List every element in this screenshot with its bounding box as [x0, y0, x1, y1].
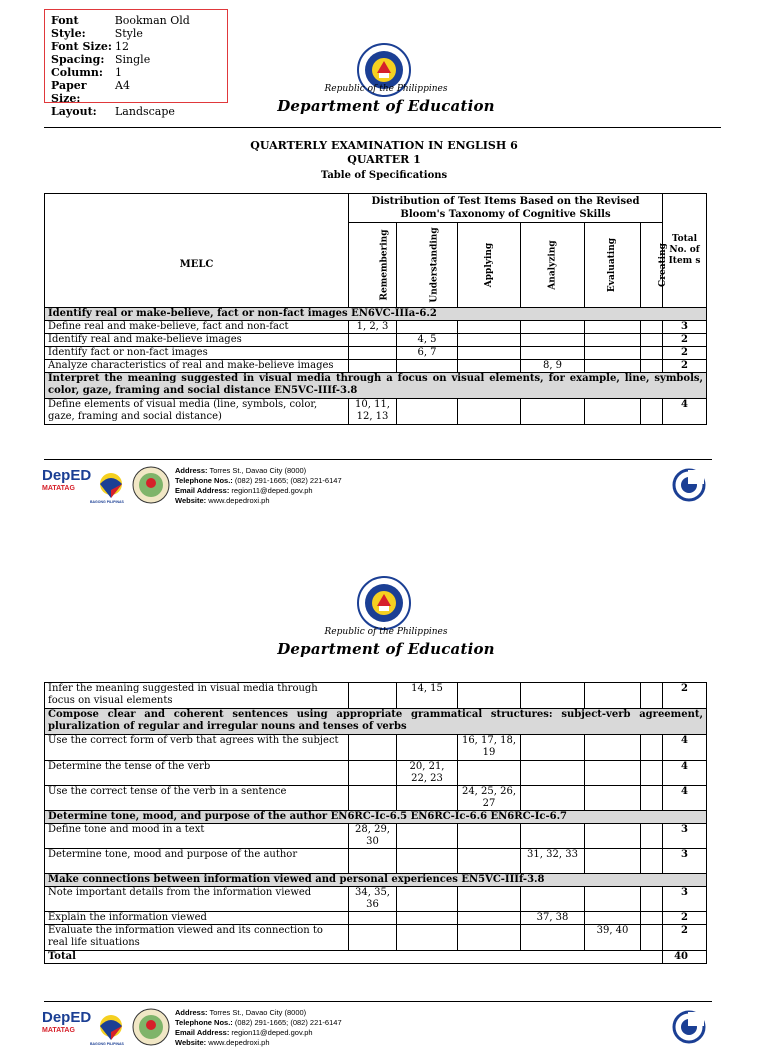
- item-numbers-cell: [397, 399, 458, 425]
- address-label: Address:: [175, 466, 208, 475]
- item-numbers-cell: [458, 925, 521, 951]
- melc-cell: Infer the meaning suggested in visual media through focus on visual elements: [45, 683, 349, 709]
- item-numbers-cell: 24, 25, 26, 27: [458, 786, 521, 811]
- contact-block: [175, 1008, 342, 1048]
- item-numbers-cell: [349, 334, 397, 347]
- tos-subtitle: Table of Specifications: [320, 170, 448, 181]
- item-numbers-cell: [349, 761, 397, 786]
- department-title: Department of Education: [277, 97, 495, 115]
- item-numbers-cell: 34, 35, 36: [349, 887, 397, 912]
- bagong-pilipinas-text: BAGONG PILIPINAS: [90, 500, 124, 504]
- competency-section-row: [45, 709, 707, 735]
- item-numbers-cell: [458, 912, 521, 925]
- level-label: Analyzing: [547, 240, 558, 290]
- footer-divider: [44, 1001, 712, 1002]
- item-numbers-cell: [458, 887, 521, 912]
- table-row: [45, 399, 707, 425]
- competency-heading: Interpret the meaning suggested in visual media through a focus on visual elements, for example, line, symbols, color, gaze, framing and social distance EN5VC-IIIf-3.8: [45, 373, 707, 399]
- item-numbers-cell: [349, 347, 397, 360]
- item-numbers-cell: [641, 321, 663, 334]
- item-numbers-cell: 31, 32, 33: [521, 849, 585, 874]
- item-numbers-cell: [397, 887, 458, 912]
- competency-heading: Identify real or make-believe, fact or non-fact images EN6VC-IIIa-6.2: [45, 308, 707, 321]
- item-total-cell: 3: [663, 849, 707, 874]
- table-row: [45, 334, 707, 347]
- item-numbers-cell: [585, 786, 641, 811]
- item-numbers-cell: [521, 334, 585, 347]
- spec-row: [51, 105, 221, 118]
- item-total-cell: 2: [663, 334, 707, 347]
- spec-row: [51, 79, 221, 105]
- table-row: [45, 925, 707, 951]
- specification-table-continued: [44, 682, 707, 964]
- level-header: [458, 223, 521, 308]
- header-divider: [44, 127, 721, 128]
- item-numbers-cell: [641, 912, 663, 925]
- blank-cell: [45, 194, 349, 223]
- melc-header: MELC: [45, 223, 349, 308]
- item-numbers-cell: [349, 786, 397, 811]
- item-numbers-cell: [458, 347, 521, 360]
- bagong-pilipinas-text: BAGONG PILIPINAS: [90, 1042, 124, 1046]
- item-numbers-cell: [641, 786, 663, 811]
- item-total-cell: 4: [663, 786, 707, 811]
- item-numbers-cell: 20, 21, 22, 23: [397, 761, 458, 786]
- quarter-title: QUARTER 1: [347, 153, 421, 166]
- table-row: [45, 683, 707, 709]
- level-label: Applying: [483, 242, 494, 288]
- item-numbers-cell: [397, 360, 458, 373]
- table-row: [45, 824, 707, 849]
- item-numbers-cell: [397, 824, 458, 849]
- item-numbers-cell: [521, 925, 585, 951]
- item-numbers-cell: [641, 887, 663, 912]
- item-numbers-cell: [397, 321, 458, 334]
- table-row: [45, 786, 707, 811]
- competency-section-row: [45, 373, 707, 399]
- item-numbers-cell: 28, 29, 30: [349, 824, 397, 849]
- spec-value: Bookman Old Style: [114, 14, 190, 40]
- website-value: www.depedroxi.ph: [208, 1038, 270, 1047]
- item-numbers-cell: [585, 347, 641, 360]
- format-spec-box: [44, 9, 228, 118]
- melc-cell: Use the correct form of verb that agrees with the subject: [45, 735, 349, 761]
- spec-key: Spacing:: [51, 53, 105, 66]
- table-row: [45, 360, 707, 373]
- item-total-cell: 2: [663, 683, 707, 709]
- item-numbers-cell: 1, 2, 3: [349, 321, 397, 334]
- telephone-value: (082) 291-1665; (082) 221-6147: [234, 1018, 342, 1027]
- competency-heading: Make connections between information viewed and personal experiences EN5VC-IIIf-3.8: [45, 874, 707, 887]
- item-numbers-cell: 14, 15: [397, 683, 458, 709]
- spec-key: Layout:: [51, 105, 97, 118]
- spec-row: [51, 14, 221, 40]
- spec-row: [51, 40, 221, 53]
- item-numbers-cell: [641, 824, 663, 849]
- item-numbers-cell: [585, 360, 641, 373]
- spec-key: Font Style:: [51, 14, 86, 40]
- item-numbers-cell: 10, 11, 12, 13: [349, 399, 397, 425]
- item-numbers-cell: 4, 5: [397, 334, 458, 347]
- item-total-cell: 4: [663, 761, 707, 786]
- level-header: [397, 223, 458, 308]
- table-row: [45, 912, 707, 925]
- table-row: [45, 761, 707, 786]
- regional-seal-icon: [132, 466, 170, 504]
- total-header: Total No. of Item s: [663, 194, 707, 308]
- deped-matatag-logo: [42, 1010, 92, 1035]
- melc-cell: Explain the information viewed: [45, 912, 349, 925]
- table-row: [45, 735, 707, 761]
- melc-cell: Evaluate the information viewed and its connection to real life situations: [45, 925, 349, 951]
- matatag-wordmark: MATATAG: [42, 485, 75, 492]
- level-header: [349, 223, 397, 308]
- item-numbers-cell: [458, 399, 521, 425]
- item-numbers-cell: [521, 824, 585, 849]
- melc-cell: Note important details from the information viewed: [45, 887, 349, 912]
- competency-section-row: [45, 874, 707, 887]
- item-numbers-cell: [458, 334, 521, 347]
- item-numbers-cell: [585, 849, 641, 874]
- item-numbers-cell: 39, 40: [585, 925, 641, 951]
- deped-matatag-logo: [42, 468, 92, 493]
- address-label: Address:: [175, 1008, 208, 1017]
- telephone-label: Telephone Nos.:: [175, 1018, 233, 1027]
- address-value: Torres St., Davao City (8000): [209, 1008, 307, 1017]
- item-numbers-cell: [521, 735, 585, 761]
- competency-heading: Determine tone, mood, and purpose of the author EN6RC-Ic-6.5 EN6RC-Ic-6.6 EN6RC-Ic-6.7: [45, 811, 707, 824]
- item-numbers-cell: [349, 912, 397, 925]
- item-total-cell: 3: [663, 887, 707, 912]
- level-header: [641, 223, 668, 308]
- item-numbers-cell: 37, 38: [521, 912, 585, 925]
- deped-wordmark: DepED: [42, 1009, 92, 1026]
- total-row: [45, 951, 707, 964]
- email-value: region11@deped.gov.ph: [231, 486, 313, 495]
- item-numbers-cell: [585, 824, 641, 849]
- item-numbers-cell: [585, 887, 641, 912]
- competency-section-row: [45, 308, 707, 321]
- level-label: Remembering: [379, 229, 390, 301]
- item-numbers-cell: [585, 735, 641, 761]
- matatag-wordmark: MATATAG: [42, 1027, 75, 1034]
- item-numbers-cell: [521, 321, 585, 334]
- regional-seal-icon: [132, 1008, 170, 1046]
- taxonomy-header: Distribution of Test Items Based on the Revised Bloom's Taxonomy of Cognitive Skills: [349, 194, 663, 223]
- item-total-cell: 2: [663, 347, 707, 360]
- item-numbers-cell: [585, 761, 641, 786]
- melc-cell: Define tone and mood in a text: [45, 824, 349, 849]
- email-value: region11@deped.gov.ph: [231, 1028, 313, 1037]
- iso-certification-icon: [672, 468, 706, 502]
- item-numbers-cell: [397, 925, 458, 951]
- item-numbers-cell: [641, 849, 663, 874]
- melc-cell: Define elements of visual media (line, symbols, color, gaze, framing and social distance): [45, 399, 349, 425]
- republic-text: Republic of the Philippines: [324, 627, 448, 637]
- telephone-label: Telephone Nos.:: [175, 476, 233, 485]
- item-numbers-cell: [458, 824, 521, 849]
- item-numbers-cell: [641, 761, 663, 786]
- footer: [0, 462, 768, 522]
- item-numbers-cell: [458, 849, 521, 874]
- spec-row: [51, 53, 221, 66]
- item-total-cell: 2: [663, 912, 707, 925]
- melc-cell: Analyze characteristics of real and make-believe images: [45, 360, 349, 373]
- grand-total: 40: [663, 951, 707, 964]
- exam-title: QUARTERLY EXAMINATION IN ENGLISH 6: [250, 139, 518, 152]
- item-numbers-cell: [349, 735, 397, 761]
- item-numbers-cell: 16, 17, 18, 19: [458, 735, 521, 761]
- level-label: Creating: [657, 243, 668, 287]
- item-numbers-cell: 6, 7: [397, 347, 458, 360]
- table-row: [45, 849, 707, 874]
- melc-cell: Determine tone, mood and purpose of the author: [45, 849, 349, 874]
- item-numbers-cell: [641, 334, 663, 347]
- item-total-cell: 4: [663, 399, 707, 425]
- spec-value: 12: [115, 40, 129, 53]
- item-numbers-cell: [349, 683, 397, 709]
- item-numbers-cell: [521, 347, 585, 360]
- item-total-cell: 3: [663, 824, 707, 849]
- item-numbers-cell: [641, 735, 663, 761]
- item-numbers-cell: [397, 849, 458, 874]
- footer-divider: [44, 459, 712, 460]
- item-numbers-cell: [458, 761, 521, 786]
- melc-cell: Define real and make-believe, fact and non-fact: [45, 321, 349, 334]
- item-numbers-cell: [585, 334, 641, 347]
- item-total-cell: 2: [663, 925, 707, 951]
- item-numbers-cell: [458, 683, 521, 709]
- item-numbers-cell: [521, 786, 585, 811]
- item-numbers-cell: [349, 925, 397, 951]
- iso-certification-icon: [672, 1010, 706, 1044]
- item-total-cell: 3: [663, 321, 707, 334]
- item-numbers-cell: [397, 786, 458, 811]
- item-numbers-cell: [521, 887, 585, 912]
- item-numbers-cell: [641, 360, 663, 373]
- total-label: Total: [45, 951, 663, 964]
- item-numbers-cell: [641, 925, 663, 951]
- bagong-pilipinas-logo: [94, 470, 128, 500]
- item-numbers-cell: [397, 912, 458, 925]
- website-value: www.depedroxi.ph: [208, 496, 270, 505]
- item-total-cell: 2: [663, 360, 707, 373]
- spec-value: 1: [115, 66, 122, 79]
- item-numbers-cell: [458, 360, 521, 373]
- spec-row: [51, 66, 221, 79]
- item-numbers-cell: 8, 9: [521, 360, 585, 373]
- level-header: [585, 223, 641, 308]
- table-row: [45, 321, 707, 334]
- competency-section-row: [45, 811, 707, 824]
- website-label: Website:: [175, 496, 207, 505]
- item-numbers-cell: [521, 761, 585, 786]
- spec-value: Landscape: [115, 105, 175, 118]
- item-numbers-cell: [641, 347, 663, 360]
- competency-heading: Compose clear and coherent sentences using appropriate grammatical structures: subject-verb agreement, pluralization of regular and irregular nouns and tenses of verbs: [45, 709, 707, 735]
- spec-value: A4: [115, 79, 130, 92]
- spec-key: Font Size:: [51, 40, 112, 53]
- deped-wordmark: DepED: [42, 467, 92, 484]
- address-value: Torres St., Davao City (8000): [209, 466, 307, 475]
- email-label: Email Address:: [175, 1028, 230, 1037]
- republic-text: Republic of the Philippines: [324, 84, 448, 94]
- table-row: [45, 347, 707, 360]
- melc-cell: Use the correct tense of the verb in a sentence: [45, 786, 349, 811]
- item-numbers-cell: [585, 683, 641, 709]
- melc-cell: Identify fact or non-fact images: [45, 347, 349, 360]
- item-numbers-cell: [585, 321, 641, 334]
- item-numbers-cell: [641, 399, 663, 425]
- item-numbers-cell: [585, 399, 641, 425]
- specification-table: [44, 193, 707, 425]
- footer: [0, 1004, 768, 1064]
- table-row: [45, 887, 707, 912]
- level-label: Understanding: [429, 227, 440, 303]
- contact-block: [175, 466, 342, 506]
- item-numbers-cell: [641, 683, 663, 709]
- website-label: Website:: [175, 1038, 207, 1047]
- level-header: [521, 223, 585, 308]
- spec-key: Paper Size:: [51, 79, 87, 105]
- spec-value: Single: [115, 53, 151, 66]
- item-numbers-cell: [585, 912, 641, 925]
- item-numbers-cell: [521, 399, 585, 425]
- item-numbers-cell: [349, 360, 397, 373]
- item-numbers-cell: [349, 849, 397, 874]
- department-title: Department of Education: [277, 640, 495, 658]
- deped-seal-icon: [357, 576, 411, 630]
- melc-cell: Determine the tense of the verb: [45, 761, 349, 786]
- item-total-cell: 4: [663, 735, 707, 761]
- bagong-pilipinas-logo: [94, 1012, 128, 1042]
- item-numbers-cell: [458, 321, 521, 334]
- telephone-value: (082) 291-1665; (082) 221-6147: [234, 476, 342, 485]
- melc-cell: Identify real and make-believe images: [45, 334, 349, 347]
- spec-key: Column:: [51, 66, 103, 79]
- level-label: Evaluating: [607, 237, 618, 293]
- item-numbers-cell: [521, 683, 585, 709]
- item-numbers-cell: [397, 735, 458, 761]
- email-label: Email Address:: [175, 486, 230, 495]
